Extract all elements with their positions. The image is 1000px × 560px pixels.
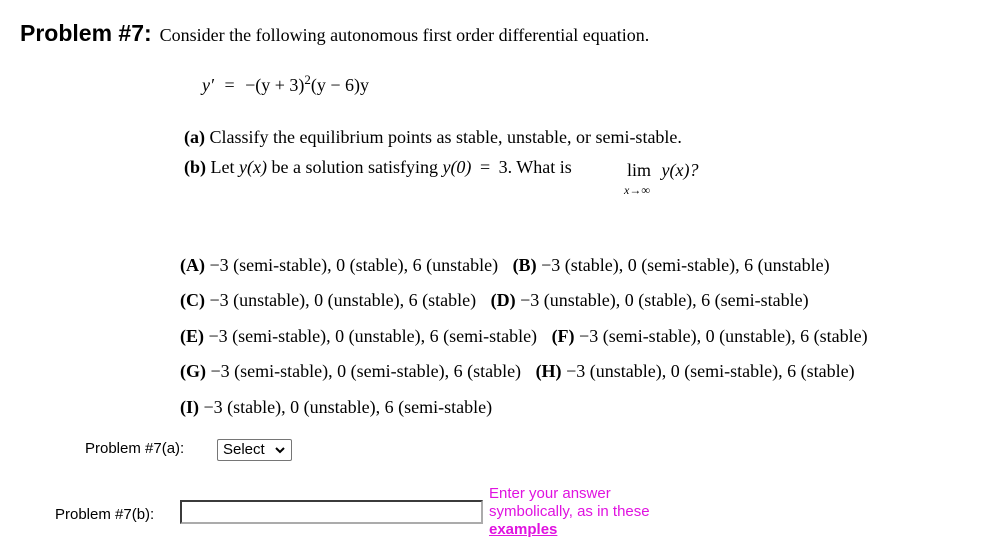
- chevron-down-icon: [274, 444, 286, 456]
- choice-label: (H): [535, 361, 562, 381]
- choice-row: [180, 290, 809, 311]
- part-b-equals: =: [479, 157, 491, 177]
- choice-text: −3 (unstable), 0 (semi-stable), 6 (stable): [566, 361, 855, 381]
- answer-b-label: Problem #7(b):: [55, 506, 155, 523]
- equation-lhs: y′: [202, 75, 214, 95]
- choice-text: −3 (semi-stable), 0 (stable), 6 (unstable): [209, 255, 499, 275]
- answer-a-select-value: Select: [223, 441, 265, 458]
- choice-row: [180, 361, 855, 382]
- part-b-text-1: Let: [210, 157, 235, 177]
- part-a-label: (a): [184, 127, 205, 147]
- differential-equation: [202, 72, 369, 96]
- examples-link[interactable]: examples: [489, 521, 558, 538]
- choice-row: [180, 397, 492, 418]
- problem-intro: Consider the following autonomous first order differential equation.: [159, 25, 650, 45]
- part-b-y0: y(0): [442, 157, 472, 177]
- choice-text: −3 (unstable), 0 (unstable), 6 (stable): [209, 290, 477, 310]
- choice-text: −3 (stable), 0 (unstable), 6 (semi-stable): [203, 397, 493, 417]
- choice-text: −3 (unstable), 0 (stable), 6 (semi-stable): [520, 290, 809, 310]
- choice-label: (A): [180, 255, 205, 275]
- choice-label: (I): [180, 397, 199, 417]
- choice-label: (B): [512, 255, 537, 275]
- part-b-label: (b): [184, 157, 206, 177]
- choice-text: −3 (semi-stable), 0 (unstable), 6 (semi-stable): [208, 326, 538, 346]
- limit-argument: y(x)?: [661, 160, 699, 180]
- limit-lim: lim: [627, 160, 652, 180]
- choice-text: −3 (semi-stable), 0 (semi-stable), 6 (stable): [210, 361, 522, 381]
- answer-b-input[interactable]: [180, 500, 483, 524]
- hint-line-1: Enter your answer: [489, 485, 611, 502]
- limit-expression: [627, 160, 698, 181]
- choice-text: −3 (semi-stable), 0 (unstable), 6 (stable): [579, 326, 868, 346]
- answer-a-select[interactable]: [217, 439, 292, 461]
- hint-line-2: symbolically, as in these: [489, 503, 650, 520]
- choice-label: (E): [180, 326, 204, 346]
- limit-subscript: x→∞: [624, 183, 650, 197]
- choice-label: (C): [180, 290, 205, 310]
- part-b-question: [184, 157, 572, 178]
- choice-row: [180, 255, 830, 276]
- problem-header: [20, 20, 649, 47]
- choice-row: [180, 326, 868, 347]
- part-b-value: 3. What is: [498, 157, 572, 177]
- equation-equals: =: [224, 75, 235, 95]
- equation-rhs-part2: (y − 6)y: [310, 75, 370, 95]
- choice-label: (G): [180, 361, 206, 381]
- part-a-text: Classify the equilibrium points as stable, unstable, or semi-stable.: [209, 127, 682, 147]
- equation-exponent: 2: [304, 72, 311, 87]
- answer-hint: [489, 485, 689, 539]
- part-b-text-2: be a solution satisfying: [271, 157, 438, 177]
- problem-title: Problem #7:: [20, 20, 152, 46]
- equation-rhs-part1: −(y + 3): [245, 75, 305, 95]
- part-b-yx: y(x): [239, 157, 267, 177]
- choice-label: (F): [551, 326, 575, 346]
- choice-text: −3 (stable), 0 (semi-stable), 6 (unstable): [541, 255, 830, 275]
- choice-label: (D): [490, 290, 516, 310]
- part-a-question: [184, 127, 682, 148]
- answer-a-label: Problem #7(a):: [85, 440, 185, 457]
